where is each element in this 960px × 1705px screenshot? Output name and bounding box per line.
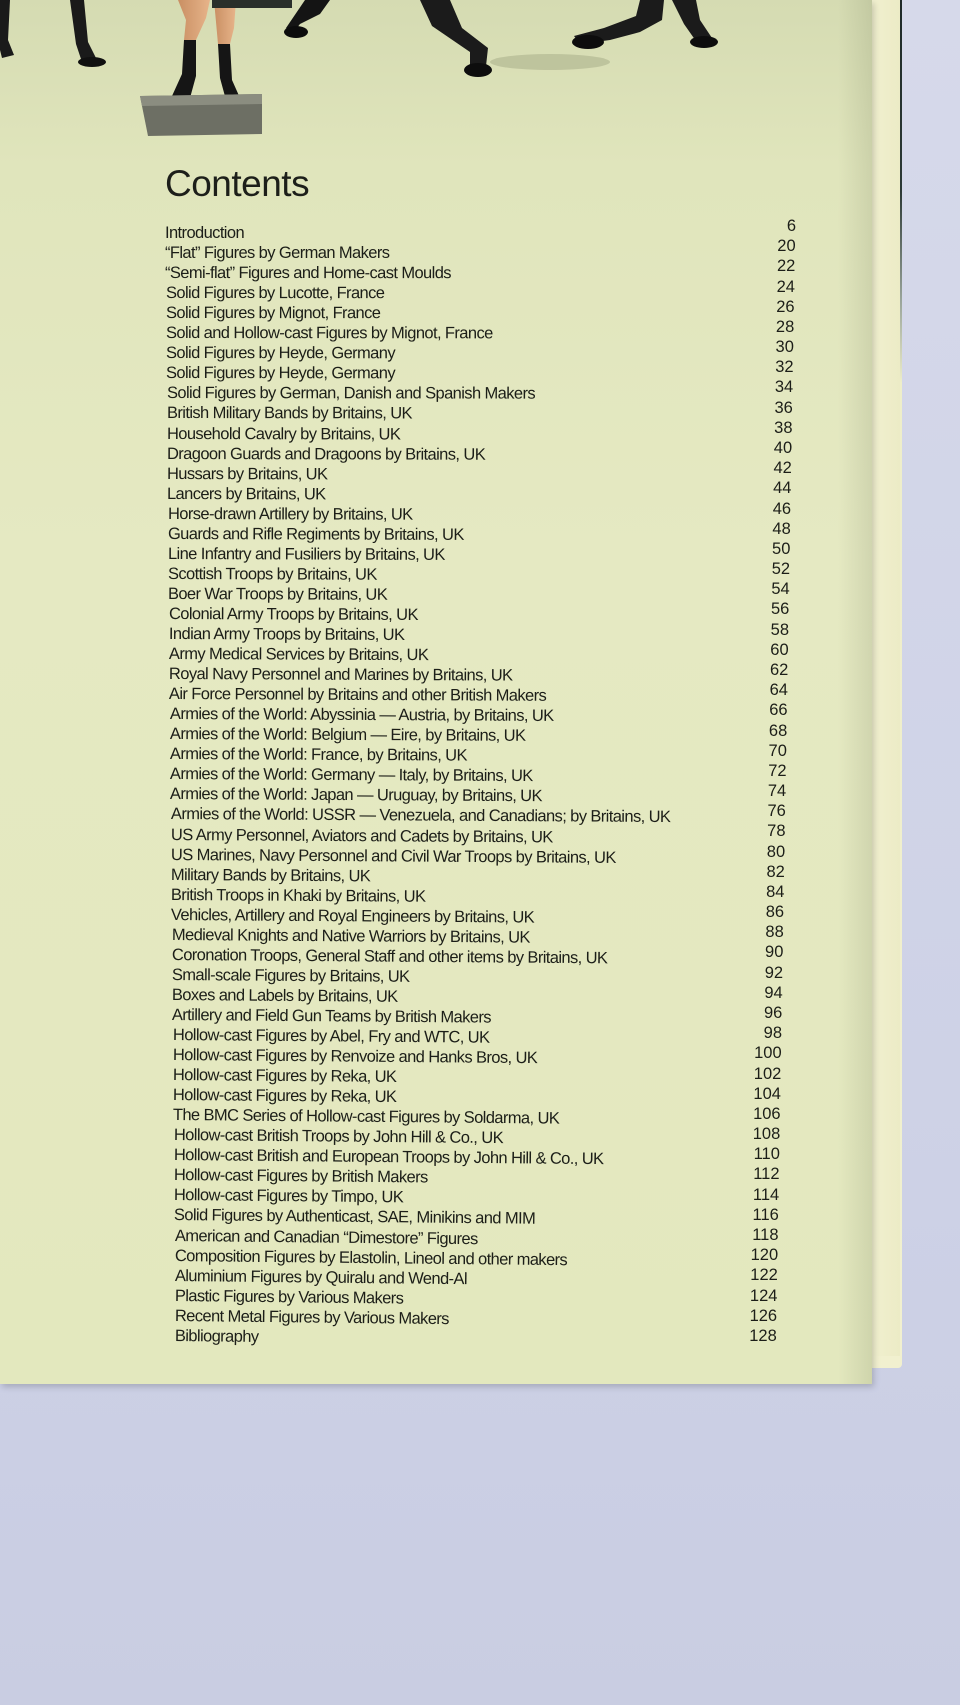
toc-entry-page-number: 40 (773, 438, 793, 457)
toc-entry-page-number: 128 (749, 1326, 777, 1345)
toc-entry-title: Armies of the World: Belgium — Eire, by Britains, UK (169, 725, 526, 746)
toc-entry-page-number: 68 (768, 721, 788, 740)
toc-entry-title: Armies of the World: Germany — Italy, by Britains, UK (170, 765, 533, 786)
toc-entry-title: US Marines, Navy Personnel and Civil War Troops by Britains, UK (170, 845, 616, 867)
toc-entry-page-number: 120 (750, 1246, 779, 1265)
toc-entry-title: Armies of the World: Japan — Uruguay, by Britains, UK (170, 785, 543, 806)
toc-entry-page-number: 96 (763, 1004, 783, 1023)
toc-entry-page-number: 100 (754, 1044, 782, 1063)
toc-entry-title: Hollow-cast Figures by Reka, UK (172, 1066, 397, 1087)
toc-entry-title: Solid Figures by Lucotte, France (165, 284, 384, 303)
toc-entry-page-number: 38 (774, 418, 793, 437)
toc-entry-page-number: 58 (770, 620, 789, 639)
toc-entry-title: Hollow-cast British and European Troops by John Hill & Co., UK (173, 1146, 604, 1169)
toc-entry-page-number: 66 (769, 701, 788, 720)
toc-entry-title: Military Bands by Britains, UK (170, 865, 371, 885)
toc-entry-title: Dragoon Guards and Dragoons by Britains, UK (167, 444, 486, 464)
toc-entry-page-number: 74 (767, 782, 787, 801)
toc-entry-page-number: 124 (749, 1286, 778, 1305)
toc-entry-title: British Military Bands by Britains, UK (166, 404, 412, 423)
toc-entry-title: Hollow-cast Figures by Abel, Fry and WTC, UK (172, 1026, 490, 1047)
toc-entry-title: Vehicles, Artillery and Royal Engineers by Britains, UK (171, 905, 535, 927)
toc-entry-page-number: 46 (772, 499, 792, 518)
toc-entry-page-number: 86 (765, 903, 785, 922)
toc-entry-title: Air Force Personnel by Britains and other British Makers (169, 685, 547, 705)
toc-entry-page-number: 52 (771, 560, 791, 579)
toc-entry-page-number: 62 (769, 660, 789, 679)
toc-entry-title: Medieval Knights and Native Warriors by Britains, UK (171, 925, 530, 947)
toc-entry-page-number: 94 (764, 983, 783, 1002)
toc-entry-page-number: 116 (752, 1205, 779, 1224)
toc-entry-title: Composition Figures by Elastolin, Lineol and other makers (174, 1246, 567, 1269)
toc-entry-page-number: 50 (772, 539, 791, 558)
toc-entry-page-number: 26 (776, 297, 795, 316)
toc-entry-title: Recent Metal Figures by Various Makers (175, 1306, 450, 1328)
toc-entry-title: US Army Personnel, Aviators and Cadets by Britains, UK (170, 825, 553, 846)
toc-entry-page-number: 28 (775, 317, 795, 336)
toc-entry-title: Household Cavalry by Britains, UK (166, 424, 401, 443)
toc-entry-page-number: 106 (753, 1104, 781, 1123)
toc-entry-page-number: 80 (766, 842, 786, 861)
toc-entry-page-number: 6 (786, 217, 796, 235)
toc-entry-title: Colonial Army Troops by Britains, UK (168, 604, 418, 624)
toc-entry-title: Hollow-cast Figures by Timpo, UK (173, 1186, 404, 1207)
toc-entry-title: Hussars by Britains, UK (167, 464, 328, 483)
toc-entry-title: Boxes and Labels by Britains, UK (172, 985, 398, 1006)
toc-entry-title: Royal Navy Personnel and Marines by Britains, UK (169, 665, 513, 685)
toc-entry-page-number: 90 (765, 943, 784, 962)
toc-entry-page-number: 32 (775, 358, 794, 377)
toc-entry-title: Solid Figures by Heyde, Germany (166, 344, 396, 363)
toc-entry-title: Hollow-cast Figures by Reka, UK (172, 1086, 397, 1107)
page-title: Contents (165, 163, 310, 204)
toc-entry-title: Solid Figures by Authenticast, SAE, Minikins and MIM (174, 1206, 536, 1229)
toc-entry-title: Armies of the World: France, by Britains, UK (169, 745, 467, 765)
toc-entry-title: Solid Figures by Heyde, Germany (166, 364, 396, 383)
toc-entry-page-number: 118 (752, 1226, 779, 1244)
toc-entry-page-number: 42 (773, 459, 792, 478)
toc-entry-title: Bibliography (175, 1326, 260, 1346)
toc-entry-page-number: 104 (753, 1084, 781, 1103)
toc-entry-page-number: 82 (766, 862, 785, 881)
toc-entry-title: Hollow-cast Figures by British Makers (173, 1166, 428, 1187)
toc-entry-title: Small-scale Figures by Britains, UK (171, 965, 410, 986)
toc-entry-page-number: 60 (770, 640, 789, 659)
page-gutter-shadow (838, 0, 872, 1384)
toc-entry-page-number: 126 (749, 1306, 778, 1325)
toc-entry-title: Indian Army Troops by Britains, UK (168, 625, 405, 644)
toc-entry-page-number: 76 (767, 802, 786, 821)
toc-entry-page-number: 70 (768, 741, 787, 760)
toc-entry-title: Hollow-cast Figures by Renvoize and Hanks Bros, UK (172, 1046, 538, 1068)
toc-entry-page-number: 72 (768, 761, 787, 780)
toc-entry-page-number: 48 (772, 519, 791, 538)
toc-entry-page-number: 84 (766, 882, 785, 901)
toc-entry-title: Introduction (165, 224, 245, 242)
toc-entry-page-number: 108 (752, 1125, 781, 1144)
toc-entry-page-number: 34 (774, 378, 794, 397)
toc-entry-page-number: 102 (753, 1064, 782, 1083)
toc-entry-title: Coronation Troops, General Staff and other items by Britains, UK (171, 945, 608, 968)
toc-entry-page-number: 88 (765, 923, 784, 942)
toc-entry-title: Plastic Figures by Various Makers (174, 1286, 404, 1308)
toc-entry-title: British Troops in Khaki by Britains, UK (171, 885, 426, 906)
toc-entry-page-number: 64 (769, 681, 788, 700)
toc-entry-page-number: 30 (775, 338, 794, 357)
toc-entry-page-number: 110 (753, 1145, 780, 1164)
toc-entry-title: “Flat” Figures by German Makers (165, 244, 390, 263)
toc-entry-page-number: 114 (752, 1185, 780, 1204)
toc-entry-title: Army Medical Services by Britains, UK (168, 645, 429, 665)
toc-entry-page-number: 22 (776, 257, 796, 276)
toc-entry-title: Solid Figures by Mignot, France (165, 304, 381, 323)
toc-entry-page-number: 20 (777, 237, 796, 256)
toc-entry-title: Aluminium Figures by Quiralu and Wend-Al (174, 1266, 467, 1288)
toc-entry-page-number: 36 (774, 398, 793, 417)
toc-entry-title: Horse-drawn Artillery by Britains, UK (167, 504, 413, 524)
toc-entry-title: Hollow-cast British Troops by John Hill & Co., UK (173, 1126, 503, 1148)
toc-entry-title: Guards and Rifle Regiments by Britains, UK (167, 524, 464, 544)
toc-entry-page-number: 122 (750, 1266, 778, 1285)
toc-entry-title: American and Canadian “Dimestore” Figures (174, 1226, 478, 1248)
toc-entry-page-number: 112 (753, 1165, 780, 1184)
toc-entry-title: Solid Figures by German, Danish and Spanish Makers (166, 384, 535, 404)
toc-entry-page-number: 98 (763, 1024, 782, 1043)
toc-entry-title: Armies of the World: USSR — Venezuela, and Canadians; by Britains, UK (170, 805, 670, 827)
toc-entry-title: The BMC Series of Hollow-cast Figures by Soldarma, UK (173, 1106, 560, 1128)
toc-entry-title: Armies of the World: Abyssinia — Austria, by Britains, UK (169, 705, 554, 726)
toc-entry-title: Line Infantry and Fusiliers by Britains, UK (167, 544, 445, 564)
toc-entry-title: Scottish Troops by Britains, UK (168, 564, 378, 584)
toc-entry-page-number: 24 (776, 277, 795, 296)
toc-entry-page-number: 92 (764, 963, 784, 982)
toc-entry-title: Boer War Troops by Britains, UK (168, 584, 388, 604)
toc-entry-title: “Semi-flat” Figures and Home-cast Moulds (165, 264, 452, 283)
toc-entry-page-number: 54 (771, 580, 790, 599)
toc-entry-title: Artillery and Field Gun Teams by British Makers (172, 1005, 492, 1027)
toc-entry-page-number: 56 (770, 600, 790, 619)
toc-entry-title: Solid and Hollow-cast Figures by Mignot, France (165, 324, 493, 343)
toc-entry-page-number: 78 (767, 822, 786, 841)
toc-entry-title: Lancers by Britains, UK (167, 484, 327, 504)
toc-entry-page-number: 44 (773, 479, 792, 498)
